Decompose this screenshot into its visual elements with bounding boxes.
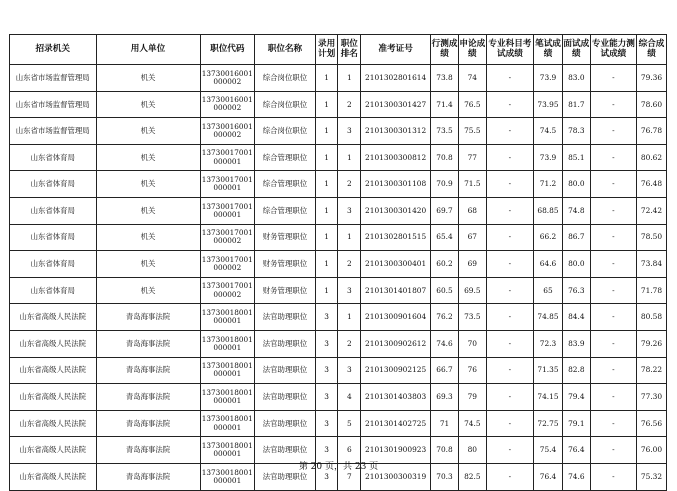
cell-employer: 机关	[96, 251, 200, 278]
cell-position-code: 13730018001000001	[200, 357, 255, 384]
table-row	[10, 65, 667, 92]
cell-written-score: 71.35	[534, 357, 563, 384]
cell-rank: 2	[338, 91, 361, 118]
cell-essay-score: 77	[458, 144, 486, 171]
cell-position-code: 13730018001000001	[200, 410, 255, 437]
cell-hiring-plan: 1	[315, 118, 338, 145]
cell-specialty-score: -	[486, 437, 533, 464]
cell-employer: 青岛海事法院	[96, 304, 200, 331]
cell-essay-score: 74.5	[458, 410, 486, 437]
cell-employer: 机关	[96, 118, 200, 145]
table-row	[10, 224, 667, 251]
cell-specialty-score: -	[486, 330, 533, 357]
cell-overall-score: 78.22	[637, 357, 667, 384]
table-row	[10, 197, 667, 224]
cell-specialty-score: -	[486, 65, 533, 92]
cell-rank: 2	[338, 330, 361, 357]
cell-ability-score: -	[590, 197, 636, 224]
cell-specialty-score: -	[486, 251, 533, 278]
cell-exam-ticket: 2101300301427	[361, 91, 431, 118]
table-row	[10, 251, 667, 278]
cell-rank: 7	[338, 463, 361, 490]
cell-position-name: 法官助理职位	[255, 437, 316, 464]
cell-written-score: 76.4	[534, 463, 563, 490]
cell-hiring-plan: 3	[315, 304, 338, 331]
cell-overall-score: 80.58	[637, 304, 667, 331]
cell-position-name: 法官助理职位	[255, 304, 316, 331]
cell-agency: 山东省体育局	[10, 197, 97, 224]
cell-essay-score: 75.5	[458, 118, 486, 145]
cell-aptitude-score: 73.5	[431, 118, 459, 145]
cell-aptitude-score: 74.6	[431, 330, 459, 357]
cell-hiring-plan: 3	[315, 357, 338, 384]
cell-aptitude-score: 69.3	[431, 384, 459, 411]
cell-aptitude-score: 76.2	[431, 304, 459, 331]
cell-agency: 山东省高级人民法院	[10, 437, 97, 464]
header-written-score: 笔试成绩	[534, 35, 563, 65]
cell-specialty-score: -	[486, 304, 533, 331]
cell-exam-ticket: 2101300301108	[361, 171, 431, 198]
cell-interview-score: 76.4	[562, 437, 590, 464]
cell-interview-score: 79.4	[562, 384, 590, 411]
cell-exam-ticket: 2101300301312	[361, 118, 431, 145]
table-row	[10, 357, 667, 384]
cell-position-name: 财务管理职位	[255, 224, 316, 251]
cell-employer: 机关	[96, 277, 200, 304]
cell-employer: 机关	[96, 224, 200, 251]
cell-exam-ticket: 2101300300319	[361, 463, 431, 490]
cell-exam-ticket: 2101302801515	[361, 224, 431, 251]
cell-employer: 青岛海事法院	[96, 384, 200, 411]
table-row	[10, 330, 667, 357]
cell-position-name: 综合管理职位	[255, 197, 316, 224]
cell-overall-score: 71.78	[637, 277, 667, 304]
header-position-name: 职位名称	[255, 35, 316, 65]
header-position-rank: 职位排名	[338, 35, 361, 65]
header-interview-score: 面试成绩	[562, 35, 590, 65]
cell-hiring-plan: 1	[315, 224, 338, 251]
cell-position-code: 13730017001000001	[200, 144, 255, 171]
cell-specialty-score: -	[486, 357, 533, 384]
cell-essay-score: 70	[458, 330, 486, 357]
cell-overall-score: 73.84	[637, 251, 667, 278]
cell-employer: 机关	[96, 171, 200, 198]
cell-rank: 1	[338, 65, 361, 92]
cell-overall-score: 79.36	[637, 65, 667, 92]
cell-overall-score: 78.50	[637, 224, 667, 251]
cell-specialty-score: -	[486, 277, 533, 304]
cell-aptitude-score: 66.7	[431, 357, 459, 384]
cell-essay-score: 80	[458, 437, 486, 464]
cell-essay-score: 69.5	[458, 277, 486, 304]
cell-rank: 4	[338, 384, 361, 411]
table-row	[10, 304, 667, 331]
cell-rank: 3	[338, 357, 361, 384]
cell-overall-score: 76.00	[637, 437, 667, 464]
header-hiring-plan: 录用计划	[315, 35, 338, 65]
cell-position-code: 13730018001000001	[200, 304, 255, 331]
cell-position-name: 法官助理职位	[255, 463, 316, 490]
cell-position-name: 法官助理职位	[255, 330, 316, 357]
cell-hiring-plan: 1	[315, 251, 338, 278]
cell-agency: 山东省高级人民法院	[10, 357, 97, 384]
cell-written-score: 73.9	[534, 144, 563, 171]
cell-rank: 2	[338, 171, 361, 198]
cell-agency: 山东省体育局	[10, 171, 97, 198]
cell-specialty-score: -	[486, 171, 533, 198]
cell-exam-ticket: 2101302801614	[361, 65, 431, 92]
cell-hiring-plan: 3	[315, 437, 338, 464]
cell-interview-score: 78.3	[562, 118, 590, 145]
cell-hiring-plan: 1	[315, 171, 338, 198]
cell-agency: 山东省体育局	[10, 144, 97, 171]
table-row	[10, 384, 667, 411]
cell-agency: 山东省高级人民法院	[10, 330, 97, 357]
cell-overall-score: 79.26	[637, 330, 667, 357]
cell-written-score: 65	[534, 277, 563, 304]
cell-hiring-plan: 3	[315, 410, 338, 437]
cell-specialty-score: -	[486, 91, 533, 118]
table-row	[10, 91, 667, 118]
cell-position-code: 13730017001000002	[200, 251, 255, 278]
cell-ability-score: -	[590, 171, 636, 198]
cell-essay-score: 76	[458, 357, 486, 384]
cell-employer: 青岛海事法院	[96, 437, 200, 464]
cell-hiring-plan: 3	[315, 330, 338, 357]
cell-aptitude-score: 69.7	[431, 197, 459, 224]
cell-written-score: 72.3	[534, 330, 563, 357]
cell-position-code: 13730017001000002	[200, 277, 255, 304]
cell-position-code: 13730018001000001	[200, 463, 255, 490]
table-row	[10, 410, 667, 437]
cell-interview-score: 80.0	[562, 251, 590, 278]
header-employer: 用人单位	[96, 35, 200, 65]
cell-aptitude-score: 60.5	[431, 277, 459, 304]
cell-exam-ticket: 2101300300401	[361, 251, 431, 278]
cell-written-score: 74.85	[534, 304, 563, 331]
cell-employer: 青岛海事法院	[96, 410, 200, 437]
cell-written-score: 72.75	[534, 410, 563, 437]
cell-exam-ticket: 2101300300812	[361, 144, 431, 171]
cell-exam-ticket: 2101301402725	[361, 410, 431, 437]
cell-hiring-plan: 1	[315, 197, 338, 224]
cell-interview-score: 79.1	[562, 410, 590, 437]
cell-hiring-plan: 1	[315, 65, 338, 92]
cell-specialty-score: -	[486, 197, 533, 224]
cell-ability-score: -	[590, 437, 636, 464]
table-row	[10, 118, 667, 145]
cell-aptitude-score: 71	[431, 410, 459, 437]
cell-employer: 机关	[96, 144, 200, 171]
cell-rank: 3	[338, 118, 361, 145]
cell-exam-ticket: 2101301900923	[361, 437, 431, 464]
cell-position-code: 13730017001000002	[200, 224, 255, 251]
cell-overall-score: 75.32	[637, 463, 667, 490]
cell-specialty-score: -	[486, 410, 533, 437]
cell-essay-score: 67	[458, 224, 486, 251]
cell-hiring-plan: 1	[315, 144, 338, 171]
cell-specialty-score: -	[486, 118, 533, 145]
table-row	[10, 171, 667, 198]
cell-written-score: 75.4	[534, 437, 563, 464]
cell-specialty-score: -	[486, 144, 533, 171]
cell-ability-score: -	[590, 330, 636, 357]
cell-ability-score: -	[590, 384, 636, 411]
cell-exam-ticket: 2101300902125	[361, 357, 431, 384]
cell-written-score: 73.95	[534, 91, 563, 118]
table-body	[10, 65, 667, 491]
cell-exam-ticket: 2101301401807	[361, 277, 431, 304]
header-exam-ticket: 准考证号	[361, 35, 431, 65]
cell-rank: 2	[338, 251, 361, 278]
cell-agency: 山东省市场监督管理局	[10, 65, 97, 92]
header-ability-score: 专业能力测试成绩	[590, 35, 636, 65]
cell-position-code: 13730017001000001	[200, 171, 255, 198]
cell-interview-score: 82.8	[562, 357, 590, 384]
cell-rank: 3	[338, 197, 361, 224]
page-number: 第 20 页，共 23 页	[298, 462, 379, 472]
cell-ability-score: -	[590, 304, 636, 331]
cell-ability-score: -	[590, 410, 636, 437]
cell-overall-score: 80.62	[637, 144, 667, 171]
cell-overall-score: 77.30	[637, 384, 667, 411]
cell-aptitude-score: 60.2	[431, 251, 459, 278]
cell-hiring-plan: 3	[315, 384, 338, 411]
cell-agency: 山东省市场监督管理局	[10, 91, 97, 118]
cell-overall-score: 78.60	[637, 91, 667, 118]
cell-hiring-plan: 1	[315, 91, 338, 118]
cell-position-code: 13730018001000001	[200, 384, 255, 411]
cell-ability-score: -	[590, 277, 636, 304]
cell-employer: 机关	[96, 65, 200, 92]
cell-position-code: 13730017001000001	[200, 197, 255, 224]
results-table	[9, 34, 667, 491]
cell-employer: 机关	[96, 197, 200, 224]
cell-aptitude-score: 70.8	[431, 437, 459, 464]
cell-position-name: 综合管理职位	[255, 171, 316, 198]
cell-interview-score: 80.0	[562, 171, 590, 198]
cell-rank: 1	[338, 304, 361, 331]
header-specialty-score: 专业科目考试成绩	[486, 35, 533, 65]
header-essay-score: 申论成绩	[458, 35, 486, 65]
cell-rank: 3	[338, 277, 361, 304]
cell-interview-score: 81.7	[562, 91, 590, 118]
cell-agency: 山东省高级人民法院	[10, 410, 97, 437]
cell-essay-score: 79	[458, 384, 486, 411]
cell-ability-score: -	[590, 118, 636, 145]
cell-agency: 山东省体育局	[10, 277, 97, 304]
cell-essay-score: 76.5	[458, 91, 486, 118]
cell-written-score: 68.85	[534, 197, 563, 224]
header-agency: 招录机关	[10, 35, 97, 65]
cell-position-name: 综合管理职位	[255, 144, 316, 171]
cell-ability-score: -	[590, 357, 636, 384]
table-row	[10, 144, 667, 171]
cell-written-score: 64.6	[534, 251, 563, 278]
cell-ability-score: -	[590, 463, 636, 490]
cell-written-score: 66.2	[534, 224, 563, 251]
cell-exam-ticket: 2101300301420	[361, 197, 431, 224]
cell-employer: 机关	[96, 91, 200, 118]
cell-agency: 山东省体育局	[10, 251, 97, 278]
cell-ability-score: -	[590, 224, 636, 251]
cell-interview-score: 86.7	[562, 224, 590, 251]
header-position-code: 职位代码	[200, 35, 255, 65]
cell-written-score: 73.9	[534, 65, 563, 92]
cell-overall-score: 76.78	[637, 118, 667, 145]
cell-aptitude-score: 73.8	[431, 65, 459, 92]
cell-exam-ticket: 2101300901604	[361, 304, 431, 331]
cell-hiring-plan: 1	[315, 277, 338, 304]
cell-ability-score: -	[590, 251, 636, 278]
cell-employer: 青岛海事法院	[96, 330, 200, 357]
cell-exam-ticket: 2101300902612	[361, 330, 431, 357]
cell-position-code: 13730018001000001	[200, 330, 255, 357]
cell-rank: 1	[338, 144, 361, 171]
cell-rank: 5	[338, 410, 361, 437]
cell-position-name: 综合岗位职位	[255, 91, 316, 118]
cell-interview-score: 74.8	[562, 197, 590, 224]
cell-position-name: 财务管理职位	[255, 251, 316, 278]
cell-ability-score: -	[590, 65, 636, 92]
cell-essay-score: 68	[458, 197, 486, 224]
cell-aptitude-score: 70.8	[431, 144, 459, 171]
cell-essay-score: 73.5	[458, 304, 486, 331]
cell-specialty-score: -	[486, 463, 533, 490]
cell-aptitude-score: 70.3	[431, 463, 459, 490]
cell-interview-score: 85.1	[562, 144, 590, 171]
cell-agency: 山东省体育局	[10, 224, 97, 251]
cell-position-code: 13730016001000002	[200, 91, 255, 118]
cell-position-name: 综合岗位职位	[255, 65, 316, 92]
cell-agency: 山东省高级人民法院	[10, 463, 97, 490]
table-header-row	[10, 35, 667, 65]
cell-rank: 6	[338, 437, 361, 464]
cell-exam-ticket: 2101301403803	[361, 384, 431, 411]
cell-essay-score: 71.5	[458, 171, 486, 198]
cell-agency: 山东省市场监督管理局	[10, 118, 97, 145]
table-row	[10, 277, 667, 304]
cell-essay-score: 82.5	[458, 463, 486, 490]
cell-written-score: 74.15	[534, 384, 563, 411]
cell-aptitude-score: 71.4	[431, 91, 459, 118]
cell-written-score: 71.2	[534, 171, 563, 198]
cell-agency: 山东省高级人民法院	[10, 304, 97, 331]
cell-essay-score: 69	[458, 251, 486, 278]
cell-written-score: 74.5	[534, 118, 563, 145]
cell-position-name: 财务管理职位	[255, 277, 316, 304]
cell-position-name: 综合岗位职位	[255, 118, 316, 145]
cell-employer: 青岛海事法院	[96, 463, 200, 490]
cell-position-code: 13730016001000002	[200, 65, 255, 92]
cell-position-name: 法官助理职位	[255, 384, 316, 411]
cell-employer: 青岛海事法院	[96, 357, 200, 384]
cell-overall-score: 72.42	[637, 197, 667, 224]
cell-rank: 1	[338, 224, 361, 251]
cell-position-code: 13730018001000001	[200, 437, 255, 464]
header-aptitude-score: 行测成绩	[431, 35, 459, 65]
cell-hiring-plan: 3	[315, 463, 338, 490]
header-overall-score: 综合成绩	[637, 35, 667, 65]
cell-overall-score: 76.48	[637, 171, 667, 198]
cell-ability-score: -	[590, 91, 636, 118]
cell-position-code: 13730016001000002	[200, 118, 255, 145]
cell-interview-score: 74.6	[562, 463, 590, 490]
cell-aptitude-score: 70.9	[431, 171, 459, 198]
cell-interview-score: 83.9	[562, 330, 590, 357]
cell-overall-score: 76.56	[637, 410, 667, 437]
cell-position-name: 法官助理职位	[255, 357, 316, 384]
cell-interview-score: 76.3	[562, 277, 590, 304]
cell-essay-score: 74	[458, 65, 486, 92]
cell-specialty-score: -	[486, 224, 533, 251]
cell-agency: 山东省高级人民法院	[10, 384, 97, 411]
cell-interview-score: 84.4	[562, 304, 590, 331]
cell-interview-score: 83.0	[562, 65, 590, 92]
cell-position-name: 法官助理职位	[255, 410, 316, 437]
cell-specialty-score: -	[486, 384, 533, 411]
cell-aptitude-score: 65.4	[431, 224, 459, 251]
cell-ability-score: -	[590, 144, 636, 171]
